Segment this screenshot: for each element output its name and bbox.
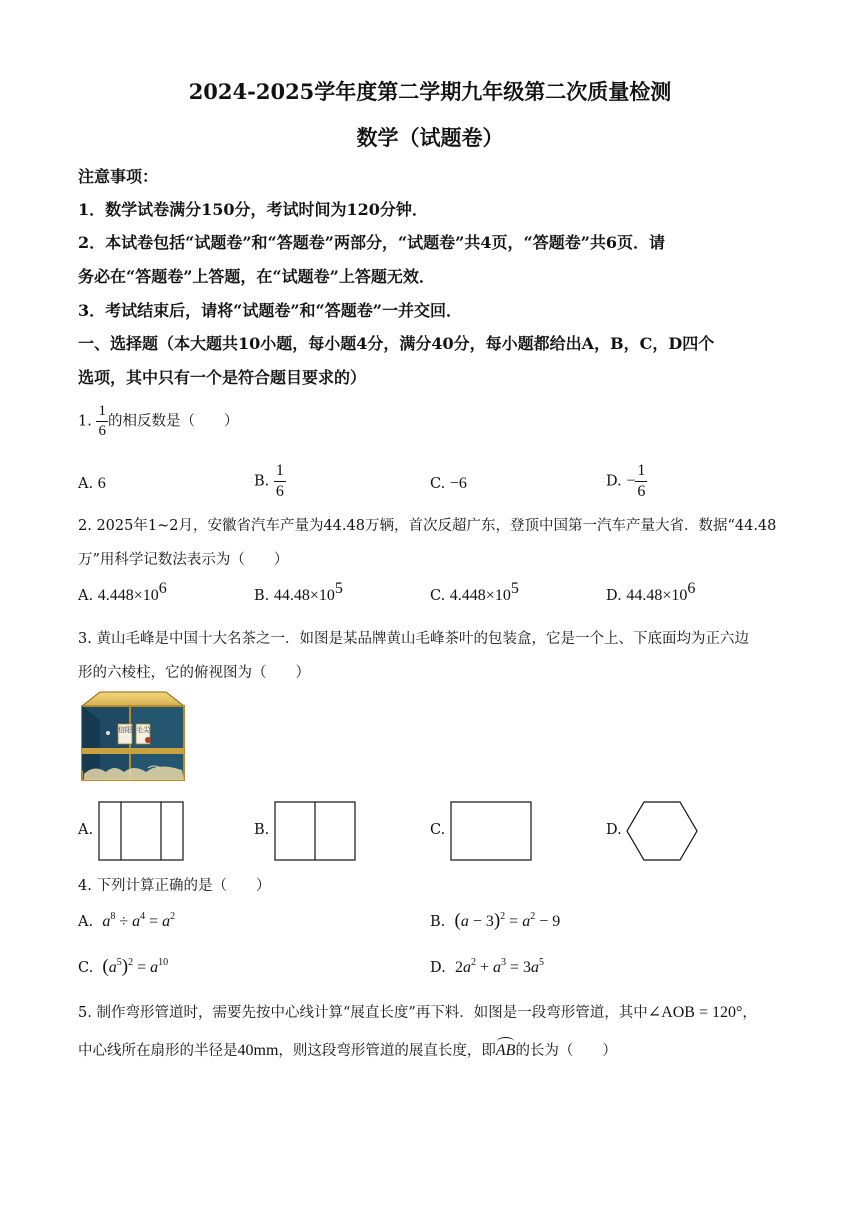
tea-box-label-right: 毛尖 [136, 726, 150, 734]
notes-item-2-line-1: 2．本试卷包括“试题卷”和“答题卷”两部分，“试题卷”共4页，“答题卷”共6页．请 [78, 233, 666, 252]
section1-heading-line-1: 一、选择题（本大题共10小题，每小题4分，满分40分，每小题都给出A，B，C，D四个 [78, 334, 715, 353]
question-5-line-1: 5. 制作弯形管道时，需要先按中心线计算“展直长度”再下料．如图是一段弯形管道，其中∠AOB = 120°， [78, 1004, 757, 1021]
q3-option-d-label: D. [606, 822, 622, 838]
question-5-line-2: 中心线所在扇形的半径是40mm，则这段弯形管道的展直长度，即AB的长为（ ） [78, 1042, 617, 1059]
q3-option-b-figure [274, 801, 358, 863]
q1-option-c: C. −6 [430, 475, 467, 492]
exam-title: 2024-2025学年度第二学期九年级第二次质量检测 [188, 79, 672, 104]
notes-heading: 注意事项： [78, 167, 159, 186]
question-1-number: 1. [78, 413, 92, 430]
q1-option-b: B. $\frac{1}{6}$ [254, 462, 284, 500]
question-1-text: 的相反数是（ ） [107, 413, 239, 430]
question-3-line-2: 形的六棱柱，它的俯视图为（ ） [78, 665, 310, 681]
q2-option-a: A. $4.448\times 10^6$ [78, 580, 167, 604]
question-3-line-1: 3. 黄山毛峰是中国十大名茶之一．如图是某品牌黄山毛峰茶叶的包装盒，它是一个上、下底面均为正六边 [78, 631, 749, 647]
tea-box-label-left: 信阳 [118, 726, 132, 734]
notes-item-2-line-2: 务必在“答题卷”上答题，在“试题卷”上答题无效． [78, 267, 435, 286]
tea-box-image [78, 688, 188, 786]
q2-option-b: B. $44.48\times 10^5$ [254, 580, 343, 604]
q2-option-d: D. $44.48\times 10^6$ [606, 580, 696, 604]
q3-option-d-hexagon [626, 801, 700, 863]
question-2-line-1: 2. 2025年1~2月，安徽省汽车产量为44.48万辆，首次反超广东，登顶中国第一汽车产量大省．数据“44.48 [78, 518, 777, 534]
section1-heading-line-2: 选项，其中只有一个是符合题目要求的） [78, 368, 367, 387]
q3-option-c-figure [450, 801, 534, 863]
q1-option-b-fraction: $\frac{1}{6}$ [275, 462, 284, 500]
q2-option-c: C. $4.448\times 10^5$ [430, 580, 519, 604]
q1-option-d-fraction: $\frac{1}{6}$ [637, 462, 646, 500]
question-2-line-2: 万”用科学记数法表示为（ ） [78, 552, 289, 568]
arc-ab-label: AB [495, 1042, 516, 1059]
q1-option-d: D. − $\frac{1}{6}$ [606, 462, 646, 500]
q4-option-d: D. $2a^2 + a^3 = 3a^5$ [430, 957, 544, 976]
question-4: 4. 下列计算正确的是（ ） [78, 878, 271, 894]
q3-option-a-figure [98, 801, 186, 863]
notes-item-1: 1．数学试卷满分150分，考试时间为120分钟． [78, 200, 428, 219]
q1-option-a: A. 6 [78, 475, 106, 492]
q4-option-c: C. $(a^5)^2 = a^{10}$ [78, 956, 169, 977]
notes-item-3: 3．考试结束后，请将“试题卷”和“答题卷”一并交回． [78, 301, 462, 320]
question-1-fraction: $\frac{1}{6}$ [98, 403, 106, 439]
q3-option-b-label: B. [254, 822, 270, 838]
exam-subtitle: 数学（试题卷） [356, 125, 504, 150]
q3-option-a-label: A. [78, 822, 94, 838]
question-1 [78, 404, 238, 439]
q4-option-b: B. $(a - 3)^2 = a^2 - 9$ [430, 910, 561, 931]
q3-option-c-label: C. [430, 822, 446, 838]
q4-option-a: A. $a^8 \div a^4 = a^2$ [78, 911, 176, 930]
